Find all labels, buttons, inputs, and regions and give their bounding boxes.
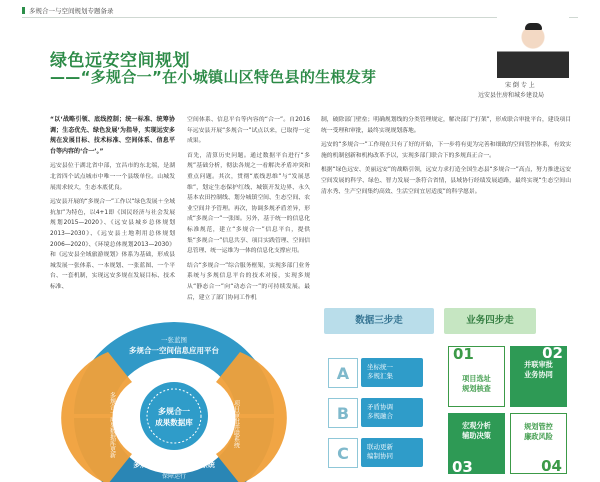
- header-divider: [22, 17, 578, 18]
- business-step-line: 规划核查: [462, 384, 491, 393]
- step-letter: A: [328, 358, 358, 388]
- step-text: [361, 358, 423, 387]
- step-line: 联动更新: [367, 443, 393, 451]
- article-title: 绿色远安空间规划: [50, 51, 190, 71]
- step-line: 编制协同: [367, 452, 393, 460]
- top-label-2: 多规合一空间信息应用平台: [129, 346, 219, 355]
- top-label-1: 一张蓝图: [161, 336, 187, 344]
- business-step-line: 廉政风险: [524, 432, 553, 441]
- right-label: 项目审批并联系统: [232, 400, 240, 448]
- paragraph: 空间体系、信息平台等内容的“合一”。自2016年远安县开展“多规合一”试点以来，已取得一定成果。: [187, 117, 310, 145]
- right-arc: [216, 352, 287, 482]
- section-tag: [22, 6, 114, 15]
- business-step-01: [448, 346, 505, 407]
- left-arc: [61, 352, 132, 482]
- step-line: 多规融合: [367, 412, 393, 420]
- article-subtitle: ——“多规合一”在小城镇山区特色县的生根发芽: [50, 68, 377, 86]
- business-step-number: 02: [542, 344, 563, 362]
- business-step-03: [448, 413, 505, 474]
- section-tag-bar: [22, 7, 25, 14]
- business-step-line: 项目选址: [462, 374, 491, 383]
- business-step-line: 并联审批: [524, 360, 553, 369]
- business-step-line: 宏观分析: [462, 421, 491, 430]
- author-name: 宋 倒 专 上: [505, 82, 535, 89]
- business-step-line: 辅助决策: [462, 431, 491, 440]
- business-step-02: [510, 346, 567, 407]
- paragraph: 远安县开展的“多规合一”工作以“绿色发展＋全域抗加”为特色，以4+1即《国民经济与社会发展规划2015—2020》、《远安县城乡总体规划2013—2030》、《远安县土地利用总体规划2006—2020》、《环境总体规划2013—2030》和《远安县全域旅游规划》体系为基础，形成县城发展一张体系、一本规划、一张蓝图、一个平台、一套机制，实现远安多规在发展目标、技术标准、: [50, 199, 175, 290]
- step-line: 矛盾协调: [367, 403, 393, 411]
- center-circle: [140, 382, 208, 450]
- column-3: [321, 115, 571, 201]
- bottom-label-1: 多规合一空间信息管理系统: [133, 461, 215, 469]
- author-photo: [497, 12, 569, 78]
- column-1: [50, 115, 175, 297]
- business-step-number: 01: [453, 345, 474, 363]
- column-2: [187, 115, 310, 307]
- left-label: 多规合一成果数据库更新: [108, 392, 116, 458]
- step-text: [361, 438, 423, 467]
- step-letter: B: [328, 398, 358, 428]
- center-label-2: 成果数据库: [155, 418, 193, 427]
- step-line: 坐标统一: [367, 363, 393, 371]
- step-c: [328, 438, 432, 469]
- cycle-diagram: [50, 322, 298, 482]
- business-step-line: 规划管控: [524, 422, 553, 431]
- business-step-number: 04: [541, 457, 562, 475]
- business-step-line: 业务协同: [524, 370, 553, 379]
- step-letter: C: [328, 438, 358, 468]
- four-steps-title: 业务四步走: [444, 308, 536, 334]
- paragraph: 制，破除部门壁垒；明确规划线的分类管理规定，解决部门“打架”，形成联合审批平台，建设项目统一受理和审批，最终实现规划落地。: [321, 117, 571, 134]
- step-b: [328, 398, 432, 429]
- step-a: [328, 358, 432, 389]
- section-tag-text: 多规合一与空间规划专题备录: [29, 7, 114, 15]
- step-text: [361, 398, 423, 427]
- paragraph: 首先，清算历史问题。通过数据平台进行“多规”基础分析，彻法各规之一看解决矛盾冲突和重点问题。其次，贯彻“底线思维”与“发展思维”，划定生态保护红线、城镇开发边界、永久基本农田控制线、划分城镇空间、生态空间、农业空间并予管理。再次，协调多规矛盾差异，形成“多规合一”一张图。另外，基于统一的信息化标准规范，建立“多规合一”信息平台，提供集“多规合一”信息共享、项目实践管理、空间信息管理、统一运维为一体的信息化支撑应用。: [187, 152, 310, 255]
- bottom-label-2: 保障运行: [161, 473, 187, 480]
- paragraph: 结合“多规合一”综合服务框架，实现多部门业务系统与多规信息平台的技术对接，实现多规从“静态合一”向“动态合一”的可持续发展。最后，建立了部门协同工作机: [187, 262, 310, 301]
- step-line: 多规汇集: [367, 372, 393, 380]
- business-steps-grid: [448, 346, 568, 478]
- paragraph: 远安县位于湖北省中部，宜昌市的东北端，是湖北省四个试点城市中唯一一个县级单位。山城发展需求较大，生态本底优良。: [50, 163, 175, 191]
- business-step-number: 03: [452, 458, 473, 476]
- business-step-04: [510, 413, 567, 474]
- author-title: 远安县住房和城乡建设局: [478, 92, 545, 99]
- center-label-1: 多规合一: [158, 407, 190, 416]
- paragraph: 根据“绿色远安、美丽远安”的战略引领，远安力求打造全国生态县“多规合一”高点，努力推进远安空间发展的科学、绿色、智力发展一条符合省情，县域协行经绩发展道路，最终实现“生态空间山清水秀、生产空间集约高效、生活空间宜居适度”的科学愿景。: [321, 167, 571, 195]
- paragraph: 远安的“多规合一”工作现在只有了好的开始，下一步将有更为完善和细致的空间管控体系，有效实施的机制创新和机构改革予以，实现多部门联合下的多规真正合一。: [321, 142, 571, 159]
- lead-quote: “以‘战略引领、底线控制；统一标准、统筹协调；生态优先、绿色发展’为指导，实现远安多规在发展目标、技术标准、空间体系、信息平台等内容的‘合一’。”: [50, 116, 175, 155]
- three-steps-title: 数据三步走: [324, 308, 434, 334]
